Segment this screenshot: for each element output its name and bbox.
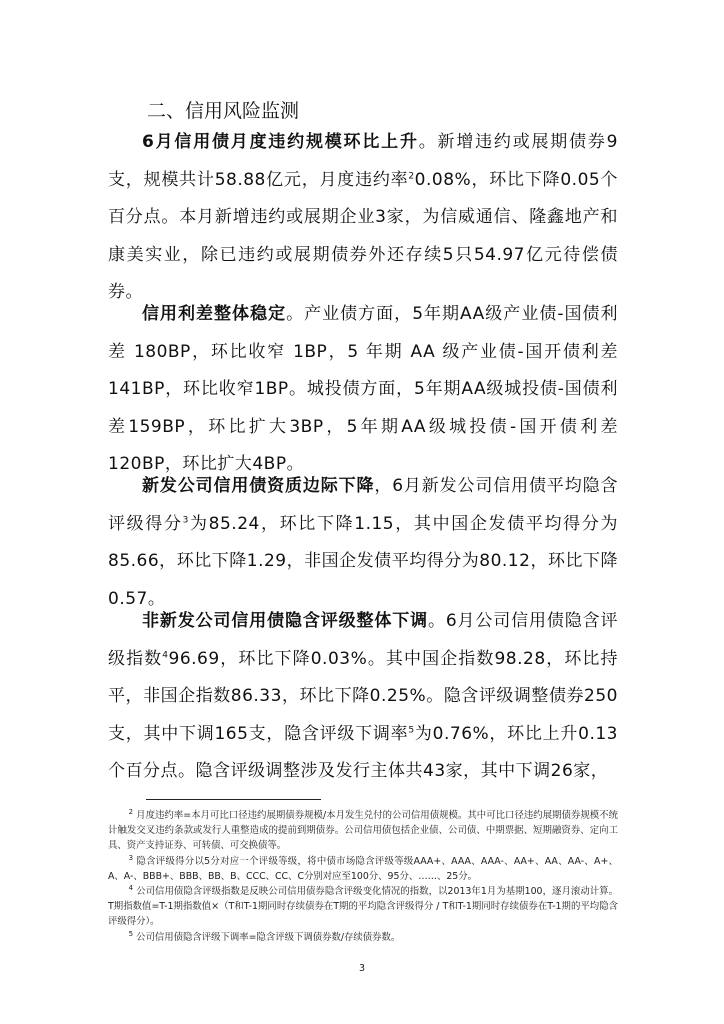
paragraph-implied-rating [108,603,618,791]
paragraph-new-issuance [108,468,618,618]
footnote-ref: 5 [408,725,415,736]
page-number: 3 [358,963,366,974]
paragraph-text: 0.08%，环比下降0.05个百分点。本月新增违约或展期企业3家，为信威通信、隆鑫地产和康美实业，除已违约或展期债券外还存续5只54.97亿元待偿债券。 [108,169,618,303]
paragraph-text: 96.69，环比下降0.03%。其中国企指数98.28，环比持平，非国企指数86.33，环比下降0.25%。隐含评级调整债券250支，其中下调165支，隐含评级下调率 [108,648,619,744]
footnote-mark: 3 [128,853,134,862]
footnote-text: 隐含评级得分以5分对应一个评级等级，将中债市场隐含评级等级AAA+、AAA、AAA-、AA+、AA、AA-、A+、A、A-、BBB+、BBB、BB、B、CCC、CC、C分别对应至100分、95分、……、25分。 [108,855,618,882]
section-title: 二、信用风险监测 [147,100,300,122]
footnotes [108,808,618,945]
footnote-item [108,854,618,884]
paragraph-lead: 6月信用债月度违约规模环比上升 [142,132,419,152]
footnote-mark: 4 [128,883,134,892]
paragraph-text: 。产业债方面，5年期AA级产业债-国债利差 180BP，环比收窄 1BP，5 年期 AA 级产业债-国开债利差141BP，环比收窄1BP。城投债方面，5年期AA级城投债-国债利差159BP，环比扩大3BP，5年期AA级城投债-国开债利差120BP，环比扩大4BP。 [108,304,619,475]
footnote-ref: 2 [408,170,415,181]
paragraph-default-scale [108,124,618,312]
footnote-item [108,930,618,945]
paragraph-lead: 非新发公司信用债隐含评级整体下调 [142,611,428,631]
paragraph-text: 。6月公司信用债隐含评级指数 [108,611,618,669]
footnote-mark: 2 [128,807,134,816]
footnote-text: 公司信用债隐含评级指数是反映公司信用债券隐含评级变化情况的指数，以2013年1月为基期100，逐月滚动计算。T期指数值=T-1期指数值×（T和T-1期同时存续债券在T期的平均隐含评级得分 / T和T-1期同时存续债券在T-1期的平均隐含评级得分）。 [108,886,618,928]
paragraph-credit-spread [108,296,618,484]
paragraph-lead: 信用利差整体稳定 [142,304,287,324]
paragraph-text: 为85.24，环比下降1.15，其中国企发债平均得分为85.66，环比下降1.29，非国企发债平均得分为80.12，环比下降0.57。 [108,513,618,609]
paragraph-text: 为0.76%，环比上升0.13个百分点。隐含评级调整涉及发行主体共43家，其中下调26家， [108,723,618,782]
footnote-mark: 5 [128,929,134,938]
footnote-text: 公司信用债隐含评级下调率=隐含评级下调债券数/存续债券数。 [136,931,401,943]
paragraph-lead: 新发公司信用债资质边际下降 [142,476,375,496]
footnote-item [108,808,618,854]
footnote-item [108,884,618,930]
footnote-text: 月度违约率=本月可比口径违约展期债券规模/本月发生兑付的公司信用债规模。其中可比口径违约展期债券规模不统计触发交叉违约条款或发行人重整造成的提前到期债券。公司信用债包括企业债、公司债、中期票据、短期融资券、定向工具、资产支持证券、可转债、可交换债等。 [108,810,618,852]
paragraph-text: ，6月新发公司信用债平均隐含评级得分 [108,476,618,534]
paragraph-text: 。新增违约或展期债券9支，规模共计58.88亿元，月度违约率 [108,132,618,190]
footnote-ref: 4 [162,649,169,660]
footnote-divider [146,799,321,800]
footnote-ref: 3 [182,514,189,525]
